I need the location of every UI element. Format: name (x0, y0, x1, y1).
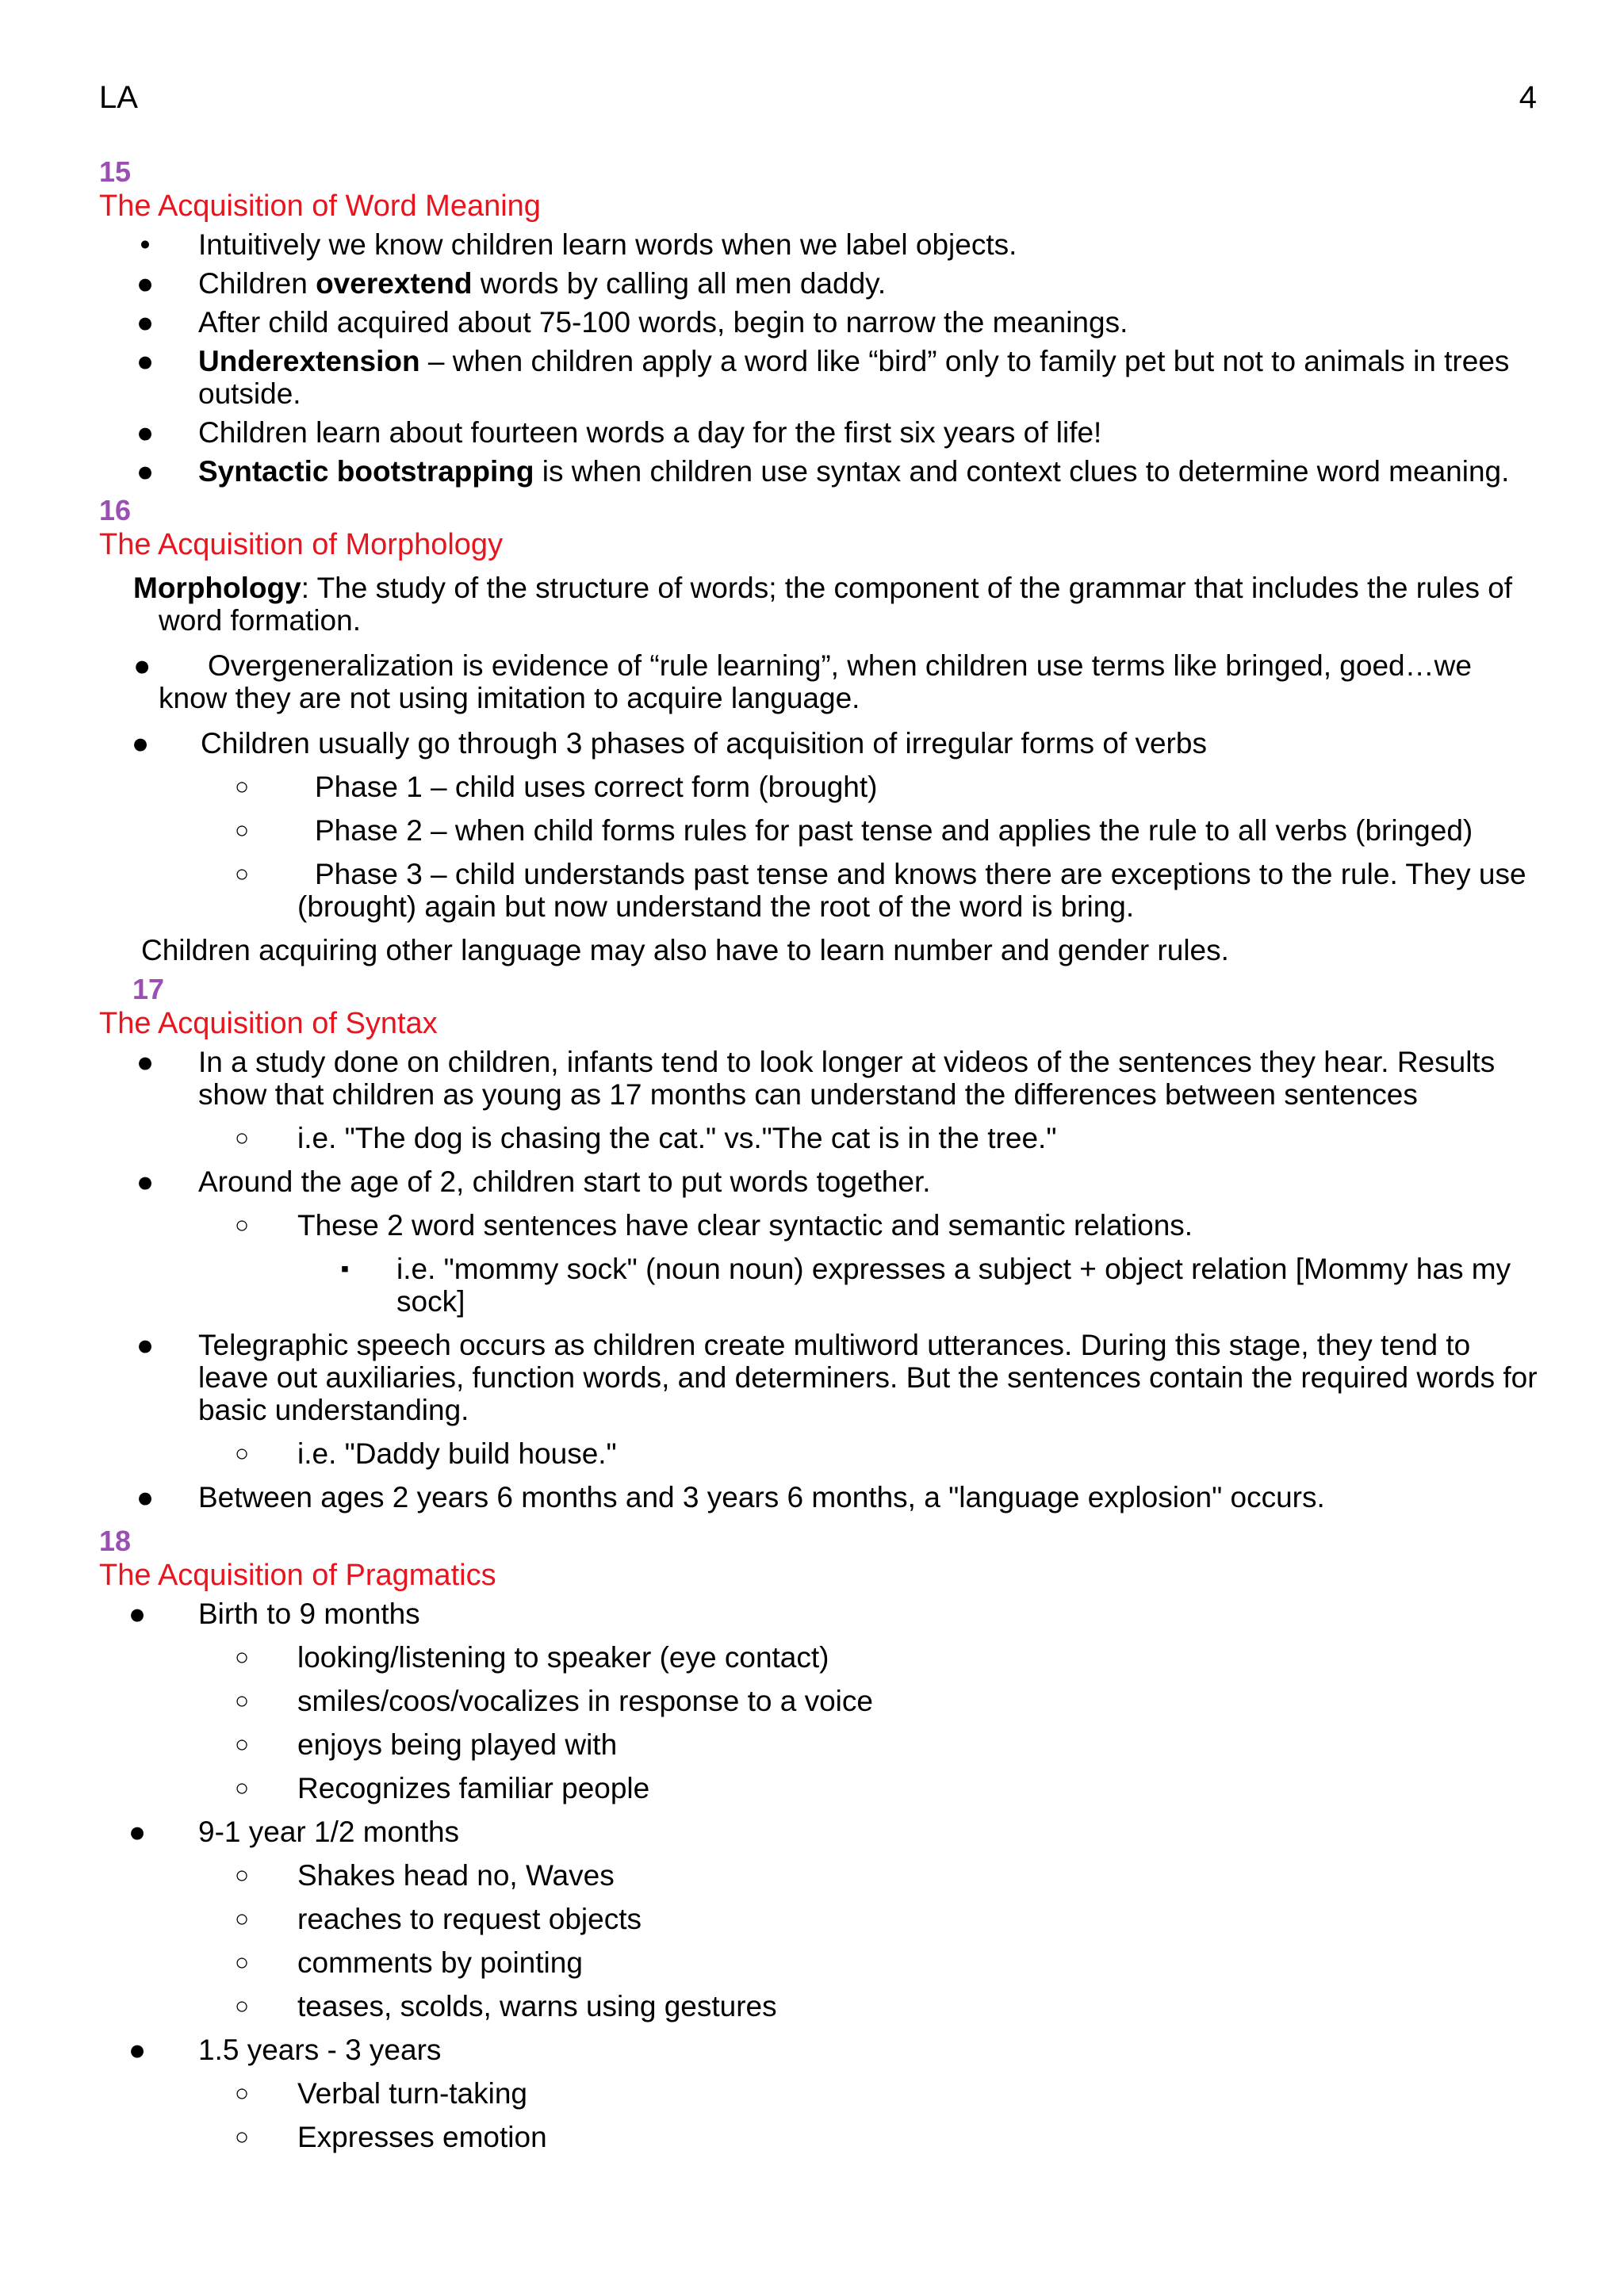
list-item-text: Recognizes familiar people (297, 1772, 650, 1804)
section-title: The Acquisition of Morphology (99, 528, 504, 561)
list-item-text: Overgeneralization is evidence of “rule learning”, when children use terms like bringed, goed…we know they are not using imitation to acquire language. (159, 649, 1472, 714)
list-item-text: Children usually go through 3 phases of acquisition of irregular forms of verbs (201, 727, 1207, 760)
list-item (99, 1685, 1542, 1717)
circle-marker: ○ (234, 861, 250, 887)
list-item (99, 267, 1542, 300)
list-item (99, 416, 1542, 449)
bullet-marker: ● (136, 1046, 155, 1078)
list-item-text: Birth to 9 months (198, 1598, 420, 1630)
list-item (99, 1946, 1542, 1979)
section-title: The Acquisition of Syntax (99, 1007, 438, 1040)
list-item (99, 727, 1542, 760)
list-item-text: looking/listening to speaker (eye contact) (297, 1641, 829, 1674)
list-item-text: 1.5 years - 3 years (198, 2034, 442, 2066)
list-item (99, 1859, 1542, 1892)
list-item (99, 1816, 1542, 1848)
list-item-text: reaches to request objects (297, 1903, 642, 1935)
list-item (99, 1122, 1542, 1154)
bullet-marker: ● (128, 1598, 147, 1630)
circle-marker: ○ (234, 1688, 250, 1714)
bullet-marker: • (140, 228, 151, 261)
circle-marker: ○ (234, 1732, 250, 1758)
list-item (99, 1598, 1542, 1630)
list-item-text: enjoys being played with (297, 1728, 618, 1761)
list-item (99, 1046, 1542, 1111)
bullet-marker: ● (136, 455, 155, 488)
bold-term: overextend (316, 267, 473, 300)
list-item (99, 814, 1542, 847)
section-title: The Acquisition of Word Meaning (99, 189, 541, 223)
text-run: Children (198, 267, 316, 300)
list-item-text: Phase 2 – when child forms rules for past tense and applies the rule to all verbs (bringed) (315, 814, 1473, 847)
circle-marker: ○ (234, 2080, 250, 2107)
text-run: words by calling all men daddy. (472, 267, 887, 300)
list-item-text: Phase 3 – child understands past tense and knows there are exceptions to the rule. They use (brought) again but now understand the root of the word is bring. (297, 858, 1526, 923)
list-item-text: i.e. "Daddy build house." (297, 1437, 617, 1470)
note-paragraph: Children acquiring other language may also have to learn number and gender rules. (141, 934, 1229, 966)
list-item (99, 1209, 1542, 1242)
circle-marker: ○ (234, 1212, 250, 1238)
list-item (99, 1990, 1542, 2022)
list-item-text: comments by pointing (297, 1946, 583, 1979)
bullet-marker: ● (136, 345, 155, 377)
section-title: The Acquisition of Pragmatics (99, 1559, 496, 1592)
bullet-marker: ● (133, 649, 151, 682)
list-item-text: After child acquired about 75-100 words, begin to narrow the meanings. (198, 306, 1128, 339)
text-run: is when children use syntax and context clues to determine word meaning. (534, 455, 1510, 488)
bullet-marker: ● (136, 416, 155, 449)
list-item (99, 1728, 1542, 1761)
list-item (99, 1481, 1542, 1513)
list-item (99, 771, 1542, 803)
circle-marker: ○ (234, 1441, 250, 1467)
page-number: 4 (1519, 80, 1537, 115)
header-left: LA (99, 80, 138, 115)
bullet-marker: ● (136, 1329, 155, 1361)
circle-marker: ○ (234, 817, 250, 844)
list-item-text: Intuitively we know children learn words when we label objects. (198, 228, 1017, 261)
list-item (99, 1437, 1542, 1470)
list-item (99, 345, 1542, 410)
list-item-text: Around the age of 2, children start to put words together. (198, 1165, 931, 1198)
list-item (99, 1903, 1542, 1935)
circle-marker: ○ (234, 1862, 250, 1888)
square-marker: ▪ (340, 1256, 350, 1282)
list-item-text: Children learn about fourteen words a day for the first six years of life! (198, 416, 1102, 449)
circle-marker: ○ (234, 1125, 250, 1151)
bullet-marker: ● (128, 1816, 147, 1848)
list-item (99, 1329, 1542, 1426)
list-item-text: i.e. "mommy sock" (noun noun) expresses a subject + object relation [Mommy has my sock] (396, 1253, 1511, 1318)
bold-term: Morphology (133, 572, 301, 604)
list-item (99, 1165, 1542, 1198)
text-run: : The study of the structure of words; the component of the grammar that includes the rules of word formation. (159, 572, 1513, 637)
list-item-text: 9-1 year 1/2 months (198, 1816, 460, 1848)
list-item (99, 228, 1542, 261)
circle-marker: ○ (234, 774, 250, 800)
list-item-text: teases, scolds, warns using gestures (297, 1990, 777, 2022)
circle-marker: ○ (234, 1950, 250, 1976)
list-item (99, 649, 1542, 714)
list-item (99, 306, 1542, 339)
list-item-text: i.e. "The dog is chasing the cat." vs."The cat is in the tree." (297, 1122, 1057, 1154)
list-item (99, 1641, 1542, 1674)
list-item-text: Verbal turn-taking (297, 2077, 528, 2110)
list-item (99, 1253, 1542, 1318)
list-item-text: These 2 word sentences have clear syntactic and semantic relations. (297, 1209, 1193, 1242)
bold-term: Syntactic bootstrapping (198, 455, 534, 488)
section-number: 18 (99, 1525, 132, 1557)
circle-marker: ○ (234, 1993, 250, 2019)
list-item (99, 858, 1542, 923)
circle-marker: ○ (234, 1644, 250, 1670)
bullet-marker: ● (136, 1481, 155, 1513)
list-item (99, 1772, 1542, 1804)
definition-paragraph (99, 572, 1542, 637)
list-item-text: smiles/coos/vocalizes in response to a voice (297, 1685, 873, 1717)
list-item-text: In a study done on children, infants tend to look longer at videos of the sentences they hear. Results show that children as young as 17 months can understand the differences between sentences (198, 1046, 1496, 1111)
document-body (99, 155, 1542, 2164)
bullet-marker: ● (128, 2034, 147, 2066)
section-number: 17 (132, 973, 165, 1005)
list-item (99, 455, 1542, 488)
list-item-text: Phase 1 – child uses correct form (brought) (315, 771, 878, 803)
text-run: – when children apply a word like “bird” only to family pet but not to animals in trees outside. (198, 345, 1510, 410)
circle-marker: ○ (234, 1775, 250, 1801)
list-item-text: Between ages 2 years 6 months and 3 years 6 months, a "language explosion" occurs. (198, 1481, 1325, 1513)
list-item-text: Telegraphic speech occurs as children create multiword utterances. During this stage, they tend to leave out auxiliaries, function words, and determiners. But the sentences contain the required words for basic understanding. (198, 1329, 1538, 1426)
list-item (99, 2121, 1542, 2153)
list-item-text: Shakes head no, Waves (297, 1859, 615, 1892)
list-item (99, 2077, 1542, 2110)
bullet-marker: ● (136, 306, 155, 339)
circle-marker: ○ (234, 1906, 250, 1932)
list-item (99, 2034, 1542, 2066)
circle-marker: ○ (234, 2124, 250, 2150)
section-number: 15 (99, 155, 132, 188)
bullet-marker: ● (136, 1165, 155, 1198)
bold-term: Underextension (198, 345, 420, 377)
bullet-marker: ● (136, 267, 155, 300)
list-item-text: Expresses emotion (297, 2121, 547, 2153)
section-number: 16 (99, 494, 132, 526)
bullet-marker: ● (131, 727, 150, 760)
